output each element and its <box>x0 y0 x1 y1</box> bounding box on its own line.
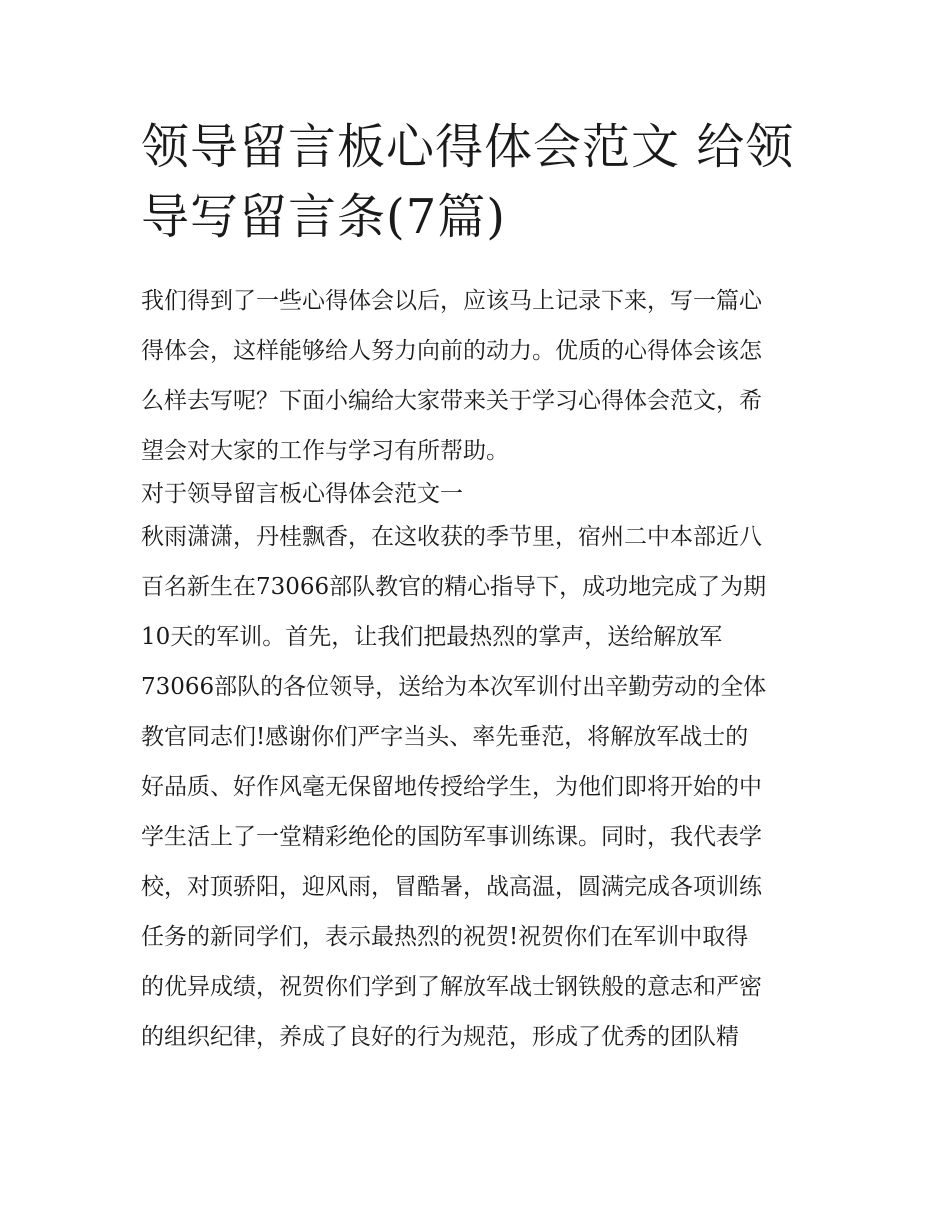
section-line: 好品质、好作风毫无保留地传授给学生，为他们即将开始的中 <box>141 774 762 800</box>
section-line: 73066部队的各位领导，送给为本次军训付出辛勤劳动的全体 <box>141 674 767 700</box>
intro-line: 得体会，这样能够给人努力向前的动力。优质的心得体会该怎 <box>141 338 762 364</box>
section-line: 任务的新同学们，表示最热烈的祝贺!祝贺你们在军训中取得 <box>141 924 749 950</box>
intro-line: 么样去写呢？下面小编给大家带来关于学习心得体会范文，希 <box>141 388 762 414</box>
intro-line: 望会对大家的工作与学习有所帮助。 <box>141 438 509 464</box>
section-line: 教官同志们!感谢你们严字当头、率先垂范，将解放军战士的 <box>141 724 749 750</box>
section-line: 学生活上了一堂精彩绝伦的国防军事训练课。同时，我代表学 <box>141 824 762 850</box>
section-line: 10天的军训。首先，让我们把最热烈的掌声，送给解放军 <box>141 624 723 650</box>
section-line: 的优异成绩，祝贺你们学到了解放军战士钢铁般的意志和严密 <box>141 974 762 1000</box>
section-line: 秋雨潇潇，丹桂飘香，在这收获的季节里，宿州二中本部近八 <box>141 524 762 550</box>
section-line: 百名新生在73066部队教官的精心指导下，成功地完成了为期 <box>141 574 767 600</box>
section-line: 校，对顶骄阳，迎风雨，冒酷暑，战高温，圆满完成各项训练 <box>141 874 762 900</box>
title-line: 领导留言板心得体会范文 给领 <box>141 119 795 175</box>
section-heading: 对于领导留言板心得体会范文一 <box>141 481 463 507</box>
intro-line: 我们得到了一些心得体会以后，应该马上记录下来，写一篇心 <box>141 288 762 314</box>
title-line: 导写留言条(7篇) <box>141 189 506 245</box>
document-body <box>141 283 821 1069</box>
section-line: 的组织纪律，养成了良好的行为规范，形成了优秀的团队精 <box>141 1024 739 1050</box>
document-title <box>141 112 821 252</box>
